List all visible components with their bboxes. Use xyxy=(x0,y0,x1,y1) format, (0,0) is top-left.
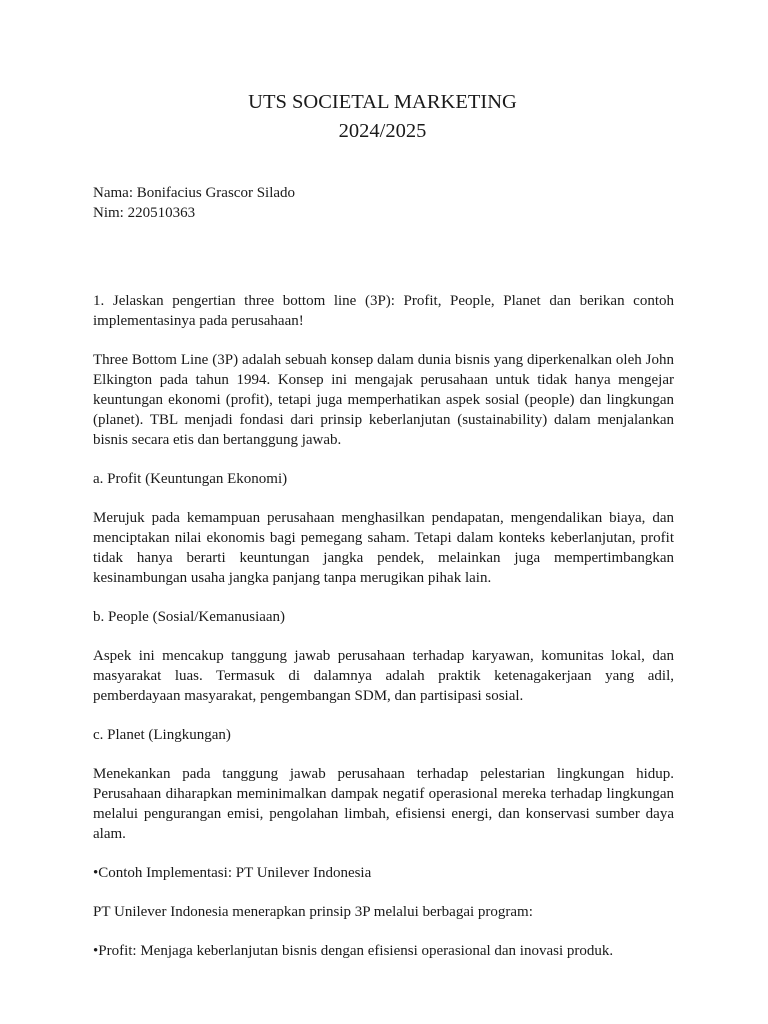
document-page xyxy=(93,88,674,980)
document-body xyxy=(93,291,674,961)
paragraph: Menekankan pada tanggung jawab perusahaan terhadap pelestarian lingkungan hidup. Perusahaan diharapkan meminimalkan dampak negatif operasional mereka terhadap lingkungan melalui pengurangan emisi, pengolahan limbah, efisiensi energi, dan konservasi sumber daya alam. xyxy=(93,766,674,842)
paragraph: Aspek ini mencakup tanggung jawab perusahaan terhadap karyawan, komunitas lokal, dan masyarakat luas. Termasuk di dalamnya adalah praktik ketenagakerjaan yang adil, pemberdayaan masyarakat, pengembangan SDM, dan partisipasi sosial. xyxy=(93,648,674,704)
section-heading: a. Profit (Keuntungan Ekonomi) xyxy=(93,471,288,487)
bullet-item: •Contoh Implementasi: PT Unilever Indonesia xyxy=(93,865,372,881)
student-nim: Nim: 220510363 xyxy=(93,205,196,221)
document-title xyxy=(91,88,674,146)
title-line-2: 2024/2025 xyxy=(338,120,427,142)
bullet-item: •Profit: Menjaga keberlanjutan bisnis dengan efisiensi operasional dan inovasi produk. xyxy=(93,943,614,959)
paragraph: Three Bottom Line (3P) adalah sebuah konsep dalam dunia bisnis yang diperkenalkan oleh John Elkington pada tahun 1994. Konsep ini mengajak perusahaan untuk tidak hanya mengejar keuntungan ekonomi (profit), tetapi juga memperhatikan aspek sosial (people) dan lingkungan (planet). TBL menjadi fondasi dari prinsip keberlanjutan (sustainability) dalam menjalankan bisnis secara etis dan bertanggung jawab. xyxy=(93,352,674,448)
section-heading: c. Planet (Lingkungan) xyxy=(93,727,231,743)
student-info xyxy=(93,183,674,223)
section-heading: b. People (Sosial/Kemanusiaan) xyxy=(93,609,286,625)
paragraph: 1. Jelaskan pengertian three bottom line (3P): Profit, People, Planet dan berikan contoh implementasinya pada perusahaan! xyxy=(93,293,674,329)
student-name: Nama: Bonifacius Grascor Silado xyxy=(93,185,296,201)
paragraph: PT Unilever Indonesia menerapkan prinsip 3P melalui berbagai program: xyxy=(93,904,533,920)
title-line-1: UTS SOCIETAL MARKETING xyxy=(248,91,517,113)
paragraph: Merujuk pada kemampuan perusahaan menghasilkan pendapatan, mengendalikan biaya, dan menciptakan nilai ekonomis bagi pemegang saham. Tetapi dalam konteks keberlanjutan, profit tidak hanya berarti keuntungan jangka pendek, melainkan juga mempertimbangkan kesinambungan usaha jangka panjang tanpa merugikan pihak lain. xyxy=(93,510,674,586)
